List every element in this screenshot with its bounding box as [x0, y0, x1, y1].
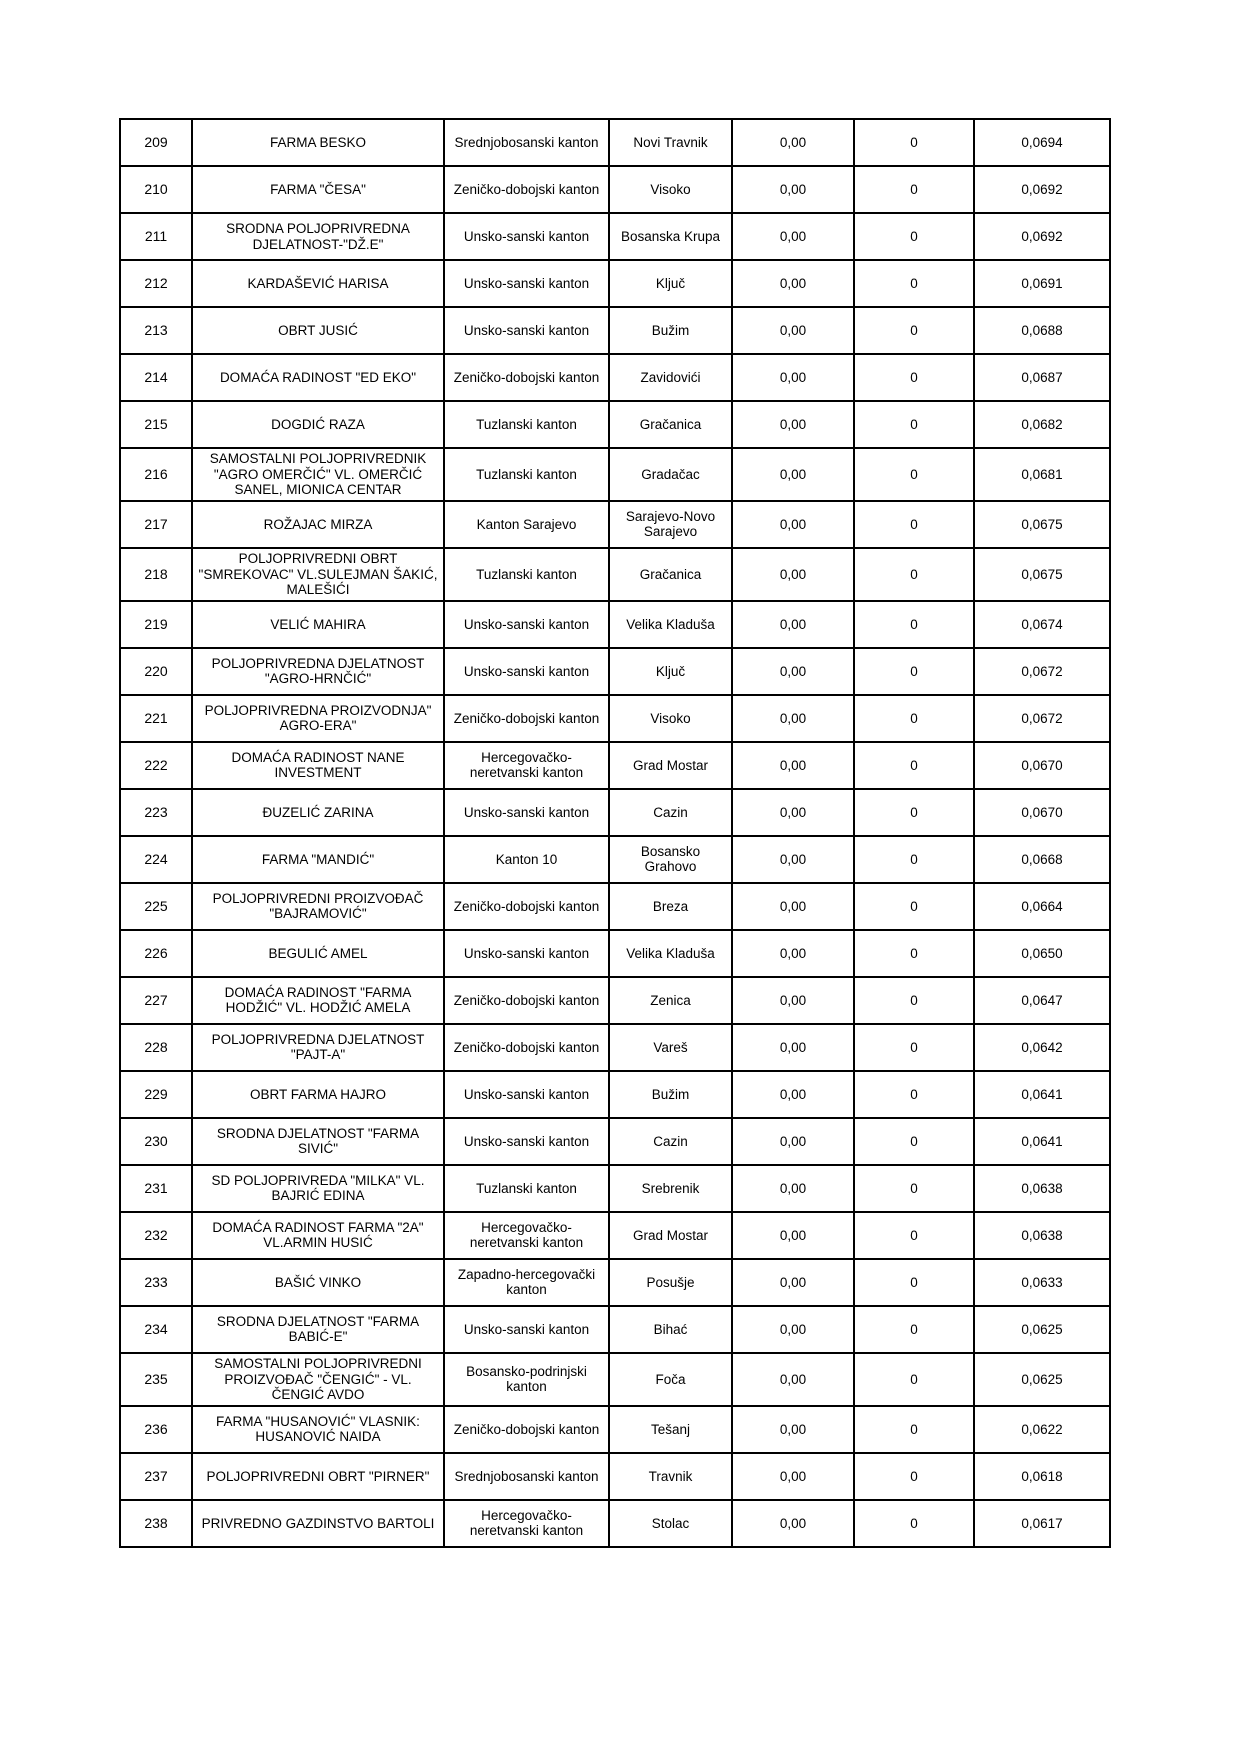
- cell-coefficient: 0,0633: [974, 1259, 1110, 1306]
- cell-number: 216: [120, 448, 192, 501]
- cell-coefficient: 0,0694: [974, 119, 1110, 166]
- cell-amount: 0,00: [732, 401, 854, 448]
- cell-number: 235: [120, 1353, 192, 1406]
- cell-amount: 0,00: [732, 930, 854, 977]
- table-row: [120, 1118, 1110, 1165]
- cell-municipality: Ključ: [609, 260, 732, 307]
- cell-number: 225: [120, 883, 192, 930]
- table-row: [120, 401, 1110, 448]
- cell-name: POLJOPRIVREDNI OBRT "SMREKOVAC" VL.SULEJMAN ŠAKIĆ, MALEŠIĆI: [192, 548, 444, 601]
- cell-number: 223: [120, 789, 192, 836]
- cell-canton: Unsko-sanski kanton: [444, 1071, 609, 1118]
- cell-number: 226: [120, 930, 192, 977]
- cell-name: DOMAĆA RADINOST FARMA "2A" VL.ARMIN HUSIĆ: [192, 1212, 444, 1259]
- cell-name: BEGULIĆ AMEL: [192, 930, 444, 977]
- cell-municipality: Velika Kladuša: [609, 601, 732, 648]
- table-row: [120, 1353, 1110, 1406]
- cell-municipality: Tešanj: [609, 1406, 732, 1453]
- cell-municipality: Gračanica: [609, 401, 732, 448]
- cell-municipality: Bosanska Krupa: [609, 213, 732, 260]
- cell-number: 211: [120, 213, 192, 260]
- cell-canton: Zapadno-hercegovački kanton: [444, 1259, 609, 1306]
- cell-municipality: Travnik: [609, 1453, 732, 1500]
- cell-number: 218: [120, 548, 192, 601]
- cell-count: 0: [854, 260, 974, 307]
- cell-municipality: Bihać: [609, 1306, 732, 1353]
- cell-coefficient: 0,0670: [974, 742, 1110, 789]
- table-row: [120, 548, 1110, 601]
- cell-name: DOMAĆA RADINOST "FARMA HODŽIĆ" VL. HODŽIĆ AMELA: [192, 977, 444, 1024]
- cell-name: FARMA BESKO: [192, 119, 444, 166]
- cell-coefficient: 0,0674: [974, 601, 1110, 648]
- cell-amount: 0,00: [732, 742, 854, 789]
- table-row: [120, 354, 1110, 401]
- table-row: [120, 501, 1110, 548]
- cell-number: 213: [120, 307, 192, 354]
- cell-amount: 0,00: [732, 119, 854, 166]
- cell-canton: Zeničko-dobojski kanton: [444, 354, 609, 401]
- cell-name: SRODNA POLJOPRIVREDNA DJELATNOST-"DŽ.E": [192, 213, 444, 260]
- cell-municipality: Gračanica: [609, 548, 732, 601]
- cell-municipality: Bužim: [609, 1071, 732, 1118]
- cell-count: 0: [854, 1071, 974, 1118]
- cell-canton: Unsko-sanski kanton: [444, 1118, 609, 1165]
- cell-count: 0: [854, 789, 974, 836]
- cell-number: 228: [120, 1024, 192, 1071]
- cell-number: 219: [120, 601, 192, 648]
- cell-name: DOMAĆA RADINOST "ED EKO": [192, 354, 444, 401]
- cell-coefficient: 0,0691: [974, 260, 1110, 307]
- registry-table-body: [120, 119, 1110, 1547]
- cell-coefficient: 0,0670: [974, 789, 1110, 836]
- cell-municipality: Bosansko Grahovo: [609, 836, 732, 883]
- cell-coefficient: 0,0641: [974, 1118, 1110, 1165]
- cell-number: 237: [120, 1453, 192, 1500]
- cell-name: SD POLJOPRIVREDA "MILKA" VL. BAJRIĆ EDINA: [192, 1165, 444, 1212]
- cell-amount: 0,00: [732, 548, 854, 601]
- cell-number: 221: [120, 695, 192, 742]
- cell-name: POLJOPRIVREDNA PROIZVODNJA" AGRO-ERA": [192, 695, 444, 742]
- cell-amount: 0,00: [732, 1306, 854, 1353]
- cell-canton: Zeničko-dobojski kanton: [444, 883, 609, 930]
- cell-name: SAMOSTALNI POLJOPRIVREDNI PROIZVOĐAČ "ČENGIĆ" - VL. ČENGIĆ AVDO: [192, 1353, 444, 1406]
- cell-amount: 0,00: [732, 1406, 854, 1453]
- cell-count: 0: [854, 548, 974, 601]
- cell-name: POLJOPRIVREDNI PROIZVOĐAČ "BAJRAMOVIĆ": [192, 883, 444, 930]
- cell-count: 0: [854, 1024, 974, 1071]
- cell-canton: Zeničko-dobojski kanton: [444, 1024, 609, 1071]
- cell-coefficient: 0,0617: [974, 1500, 1110, 1547]
- cell-coefficient: 0,0675: [974, 501, 1110, 548]
- table-row: [120, 1500, 1110, 1547]
- cell-count: 0: [854, 930, 974, 977]
- cell-canton: Unsko-sanski kanton: [444, 648, 609, 695]
- table-row: [120, 166, 1110, 213]
- cell-amount: 0,00: [732, 1353, 854, 1406]
- cell-number: 217: [120, 501, 192, 548]
- cell-municipality: Visoko: [609, 166, 732, 213]
- cell-number: 230: [120, 1118, 192, 1165]
- cell-canton: Tuzlanski kanton: [444, 1165, 609, 1212]
- cell-count: 0: [854, 1353, 974, 1406]
- cell-name: VELIĆ MAHIRA: [192, 601, 444, 648]
- cell-amount: 0,00: [732, 695, 854, 742]
- cell-amount: 0,00: [732, 354, 854, 401]
- cell-count: 0: [854, 601, 974, 648]
- cell-name: DOGDIĆ RAZA: [192, 401, 444, 448]
- table-row: [120, 601, 1110, 648]
- cell-number: 210: [120, 166, 192, 213]
- cell-count: 0: [854, 1453, 974, 1500]
- table-row: [120, 448, 1110, 501]
- cell-municipality: Grad Mostar: [609, 742, 732, 789]
- table-row: [120, 213, 1110, 260]
- cell-amount: 0,00: [732, 1024, 854, 1071]
- cell-count: 0: [854, 1259, 974, 1306]
- cell-number: 227: [120, 977, 192, 1024]
- cell-coefficient: 0,0692: [974, 166, 1110, 213]
- table-row: [120, 260, 1110, 307]
- cell-canton: Kanton 10: [444, 836, 609, 883]
- cell-name: SAMOSTALNI POLJOPRIVREDNIK "AGRO OMERČIĆ" VL. OMERČIĆ SANEL, MIONICA CENTAR: [192, 448, 444, 501]
- cell-municipality: Stolac: [609, 1500, 732, 1547]
- cell-count: 0: [854, 354, 974, 401]
- cell-count: 0: [854, 836, 974, 883]
- cell-count: 0: [854, 742, 974, 789]
- cell-coefficient: 0,0682: [974, 401, 1110, 448]
- cell-coefficient: 0,0672: [974, 648, 1110, 695]
- cell-canton: Srednjobosanski kanton: [444, 119, 609, 166]
- cell-coefficient: 0,0692: [974, 213, 1110, 260]
- cell-count: 0: [854, 648, 974, 695]
- cell-number: 238: [120, 1500, 192, 1547]
- cell-canton: Unsko-sanski kanton: [444, 1306, 609, 1353]
- cell-count: 0: [854, 166, 974, 213]
- cell-name: OBRT JUSIĆ: [192, 307, 444, 354]
- cell-amount: 0,00: [732, 601, 854, 648]
- cell-amount: 0,00: [732, 260, 854, 307]
- cell-canton: Hercegovačko-neretvanski kanton: [444, 742, 609, 789]
- cell-name: KARDAŠEVIĆ HARISA: [192, 260, 444, 307]
- cell-number: 234: [120, 1306, 192, 1353]
- cell-coefficient: 0,0618: [974, 1453, 1110, 1500]
- cell-count: 0: [854, 119, 974, 166]
- cell-number: 209: [120, 119, 192, 166]
- cell-name: ROŽAJAC MIRZA: [192, 501, 444, 548]
- cell-count: 0: [854, 1306, 974, 1353]
- cell-canton: Srednjobosanski kanton: [444, 1453, 609, 1500]
- table-row: [120, 836, 1110, 883]
- cell-municipality: Sarajevo-Novo Sarajevo: [609, 501, 732, 548]
- cell-name: SRODNA DJELATNOST "FARMA SIVIĆ": [192, 1118, 444, 1165]
- table-row: [120, 789, 1110, 836]
- cell-coefficient: 0,0625: [974, 1306, 1110, 1353]
- cell-canton: Hercegovačko-neretvanski kanton: [444, 1500, 609, 1547]
- cell-count: 0: [854, 1165, 974, 1212]
- table-row: [120, 1453, 1110, 1500]
- cell-name: POLJOPRIVREDNA DJELATNOST "AGRO-HRNČIĆ": [192, 648, 444, 695]
- table-row: [120, 930, 1110, 977]
- cell-canton: Unsko-sanski kanton: [444, 307, 609, 354]
- cell-amount: 0,00: [732, 648, 854, 695]
- cell-name: BAŠIĆ VINKO: [192, 1259, 444, 1306]
- cell-municipality: Breza: [609, 883, 732, 930]
- cell-count: 0: [854, 1500, 974, 1547]
- table-row: [120, 648, 1110, 695]
- cell-coefficient: 0,0638: [974, 1165, 1110, 1212]
- cell-municipality: Novi Travnik: [609, 119, 732, 166]
- cell-amount: 0,00: [732, 448, 854, 501]
- cell-amount: 0,00: [732, 836, 854, 883]
- cell-coefficient: 0,0681: [974, 448, 1110, 501]
- cell-count: 0: [854, 977, 974, 1024]
- cell-name: DOMAĆA RADINOST NANE INVESTMENT: [192, 742, 444, 789]
- cell-municipality: Velika Kladuša: [609, 930, 732, 977]
- cell-amount: 0,00: [732, 1118, 854, 1165]
- cell-amount: 0,00: [732, 977, 854, 1024]
- cell-amount: 0,00: [732, 1453, 854, 1500]
- cell-number: 233: [120, 1259, 192, 1306]
- cell-coefficient: 0,0650: [974, 930, 1110, 977]
- cell-municipality: Gradačac: [609, 448, 732, 501]
- cell-canton: Unsko-sanski kanton: [444, 601, 609, 648]
- table-row: [120, 1165, 1110, 1212]
- cell-coefficient: 0,0672: [974, 695, 1110, 742]
- cell-canton: Zeničko-dobojski kanton: [444, 166, 609, 213]
- cell-name: PRIVREDNO GAZDINSTVO BARTOLI: [192, 1500, 444, 1547]
- cell-canton: Kanton Sarajevo: [444, 501, 609, 548]
- cell-number: 215: [120, 401, 192, 448]
- table-row: [120, 119, 1110, 166]
- cell-count: 0: [854, 213, 974, 260]
- cell-amount: 0,00: [732, 1500, 854, 1547]
- cell-coefficient: 0,0647: [974, 977, 1110, 1024]
- cell-municipality: Cazin: [609, 789, 732, 836]
- cell-number: 214: [120, 354, 192, 401]
- cell-number: 224: [120, 836, 192, 883]
- cell-amount: 0,00: [732, 789, 854, 836]
- cell-coefficient: 0,0687: [974, 354, 1110, 401]
- table-row: [120, 1406, 1110, 1453]
- cell-amount: 0,00: [732, 1259, 854, 1306]
- table-row: [120, 1071, 1110, 1118]
- cell-count: 0: [854, 1406, 974, 1453]
- cell-count: 0: [854, 501, 974, 548]
- cell-name: SRODNA DJELATNOST "FARMA BABIĆ-E": [192, 1306, 444, 1353]
- cell-number: 222: [120, 742, 192, 789]
- cell-count: 0: [854, 401, 974, 448]
- cell-municipality: Foča: [609, 1353, 732, 1406]
- cell-canton: Zeničko-dobojski kanton: [444, 1406, 609, 1453]
- cell-municipality: Posušje: [609, 1259, 732, 1306]
- cell-number: 236: [120, 1406, 192, 1453]
- cell-count: 0: [854, 1212, 974, 1259]
- cell-canton: Tuzlanski kanton: [444, 401, 609, 448]
- cell-name: POLJOPRIVREDNI OBRT "PIRNER": [192, 1453, 444, 1500]
- cell-number: 220: [120, 648, 192, 695]
- cell-coefficient: 0,0622: [974, 1406, 1110, 1453]
- cell-canton: Unsko-sanski kanton: [444, 260, 609, 307]
- cell-coefficient: 0,0668: [974, 836, 1110, 883]
- cell-amount: 0,00: [732, 213, 854, 260]
- table-row: [120, 883, 1110, 930]
- cell-canton: Zeničko-dobojski kanton: [444, 977, 609, 1024]
- cell-name: ĐUZELIĆ ZARINA: [192, 789, 444, 836]
- cell-count: 0: [854, 695, 974, 742]
- cell-amount: 0,00: [732, 501, 854, 548]
- cell-name: POLJOPRIVREDNA DJELATNOST "PAJT-A": [192, 1024, 444, 1071]
- cell-amount: 0,00: [732, 307, 854, 354]
- cell-name: FARMA "HUSANOVIĆ" VLASNIK: HUSANOVIĆ NAIDA: [192, 1406, 444, 1453]
- cell-name: FARMA "MANDIĆ": [192, 836, 444, 883]
- cell-name: FARMA "ČESA": [192, 166, 444, 213]
- cell-municipality: Visoko: [609, 695, 732, 742]
- cell-municipality: Zenica: [609, 977, 732, 1024]
- cell-amount: 0,00: [732, 166, 854, 213]
- cell-coefficient: 0,0664: [974, 883, 1110, 930]
- cell-canton: Zeničko-dobojski kanton: [444, 695, 609, 742]
- table-row: [120, 1024, 1110, 1071]
- cell-municipality: Srebrenik: [609, 1165, 732, 1212]
- cell-municipality: Grad Mostar: [609, 1212, 732, 1259]
- cell-municipality: Cazin: [609, 1118, 732, 1165]
- cell-amount: 0,00: [732, 1071, 854, 1118]
- cell-municipality: Zavidovići: [609, 354, 732, 401]
- cell-canton: Unsko-sanski kanton: [444, 930, 609, 977]
- cell-canton: Bosansko-podrinjski kanton: [444, 1353, 609, 1406]
- cell-coefficient: 0,0625: [974, 1353, 1110, 1406]
- table-row: [120, 1306, 1110, 1353]
- cell-coefficient: 0,0641: [974, 1071, 1110, 1118]
- cell-amount: 0,00: [732, 1165, 854, 1212]
- table-row: [120, 1259, 1110, 1306]
- table-row: [120, 307, 1110, 354]
- cell-canton: Tuzlanski kanton: [444, 548, 609, 601]
- cell-coefficient: 0,0642: [974, 1024, 1110, 1071]
- cell-canton: Unsko-sanski kanton: [444, 789, 609, 836]
- cell-number: 232: [120, 1212, 192, 1259]
- table-row: [120, 1212, 1110, 1259]
- cell-municipality: Ključ: [609, 648, 732, 695]
- cell-count: 0: [854, 1118, 974, 1165]
- cell-count: 0: [854, 307, 974, 354]
- cell-amount: 0,00: [732, 883, 854, 930]
- cell-number: 212: [120, 260, 192, 307]
- cell-municipality: Vareš: [609, 1024, 732, 1071]
- cell-coefficient: 0,0675: [974, 548, 1110, 601]
- cell-municipality: Bužim: [609, 307, 732, 354]
- cell-canton: Unsko-sanski kanton: [444, 213, 609, 260]
- table-row: [120, 695, 1110, 742]
- cell-name: OBRT FARMA HAJRO: [192, 1071, 444, 1118]
- cell-count: 0: [854, 883, 974, 930]
- cell-canton: Tuzlanski kanton: [444, 448, 609, 501]
- table-row: [120, 977, 1110, 1024]
- cell-coefficient: 0,0638: [974, 1212, 1110, 1259]
- cell-number: 229: [120, 1071, 192, 1118]
- cell-amount: 0,00: [732, 1212, 854, 1259]
- registry-table: [119, 118, 1111, 1548]
- cell-count: 0: [854, 448, 974, 501]
- cell-coefficient: 0,0688: [974, 307, 1110, 354]
- cell-canton: Hercegovačko-neretvanski kanton: [444, 1212, 609, 1259]
- cell-number: 231: [120, 1165, 192, 1212]
- table-row: [120, 742, 1110, 789]
